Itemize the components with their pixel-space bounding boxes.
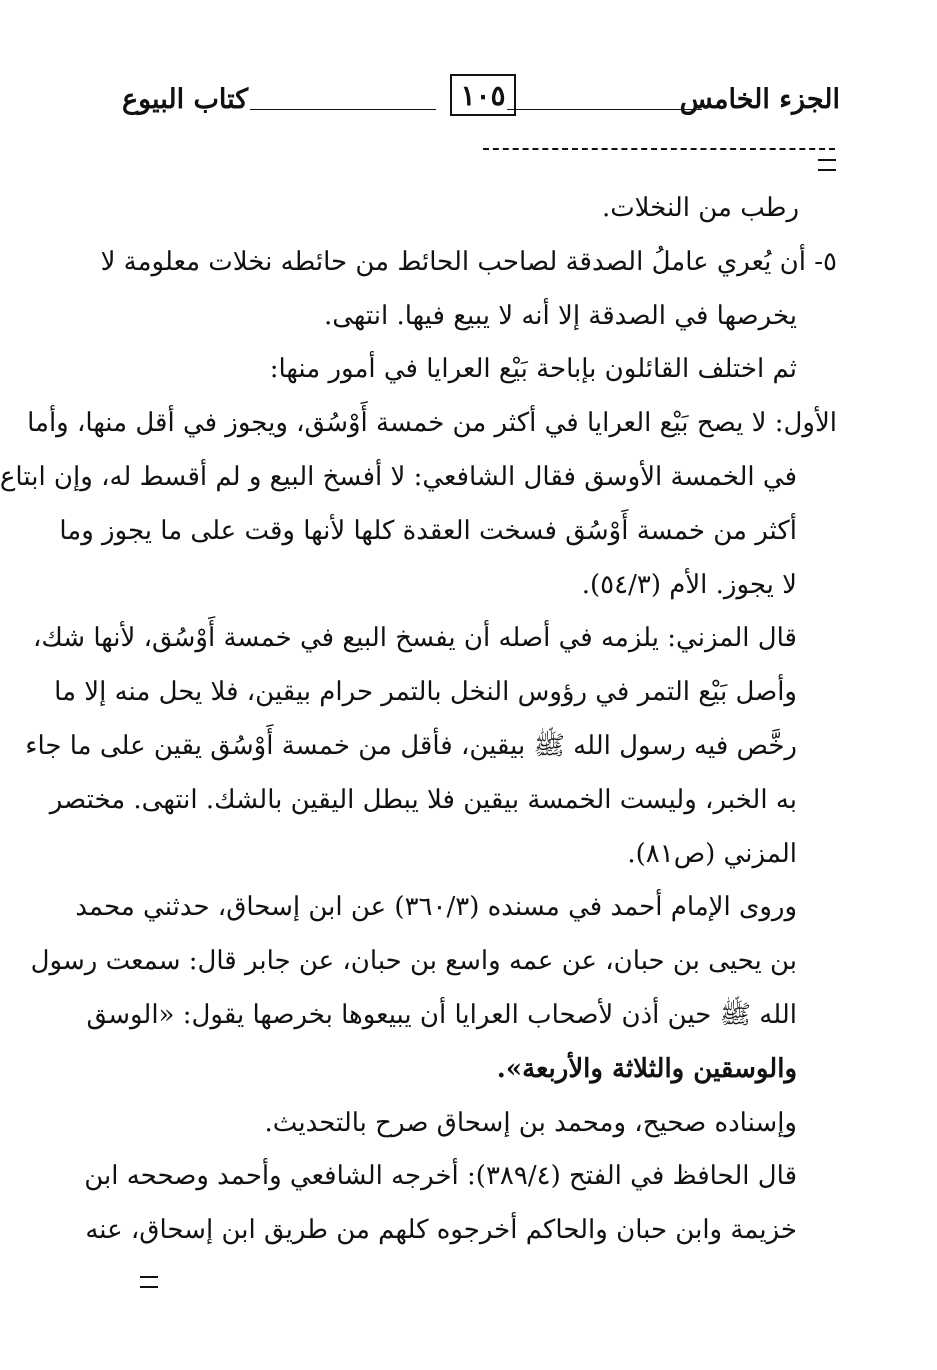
text-line: وأصل بَيْع التمر في رؤوس النخل بالتمر حرام بيقين، فلا يحل منه إلا ما	[54, 677, 797, 708]
text-line: ٥- أن يُعري عاملُ الصدقة لصاحب الحائط من حائطه نخلات معلومة لا	[100, 246, 837, 277]
text-line: يخرصها في الصدقة إلا أنه لا يبيع فيها. انتهى.	[324, 300, 797, 331]
header-rule-left	[250, 109, 436, 110]
page-header	[110, 68, 840, 128]
page-number: ١٠٥	[460, 78, 506, 112]
text-line: والوسقين والثلاثة والأربعة».	[496, 1053, 797, 1084]
volume-title: الجزء الخامس	[679, 84, 840, 115]
text-line: الله ﷺ حين أذن لأصحاب العرايا أن يبيعوها بخرصها يقول: «الوسق	[86, 999, 797, 1030]
text-line: رطب من النخلات.	[601, 193, 799, 223]
text-line: الأول: لا يصح بَيْع العرايا في أكثر من خمسة أَوْسُق، ويجوز في أقل منها، وأما	[27, 408, 837, 439]
header-rule-right	[507, 109, 702, 110]
text-line: لا يجوز. الأم (٥٤/٣).	[581, 569, 797, 600]
continuation-mark-top	[818, 159, 836, 171]
continuation-mark-bottom	[140, 1276, 158, 1288]
text-line: قال الحافظ في الفتح (٣٨٩/٤): أخرجه الشافعي وأحمد وصححه ابن	[84, 1161, 797, 1192]
text-line: بن يحيى بن حبان، عن عمه واسع بن حبان، عن جابر قال: سمعت رسول	[30, 946, 797, 977]
footnote-continuation-rule	[483, 148, 835, 150]
page-number-box	[450, 74, 516, 116]
book-title: كتاب البيوع	[122, 84, 249, 115]
text-line: ثم اختلف القائلون بإباحة بَيْع العرايا في أمور منها:	[269, 354, 797, 385]
text-line: قال المزني: يلزمه في أصله أن يفسخ البيع في خمسة أَوْسُق، لأنها شك،	[32, 623, 797, 654]
text-line: وإسناده صحيح، ومحمد بن إسحاق صرح بالتحديث.	[264, 1107, 797, 1138]
text-line: في الخمسة الأوسق فقال الشافعي: لا أفسخ البيع و لم أقسط له، وإن ابتاع	[0, 461, 797, 492]
text-line: خزيمة وابن حبان والحاكم أخرجوه كلهم من طريق ابن إسحاق، عنه	[85, 1215, 797, 1246]
text-line: أكثر من خمسة أَوْسُق فسخت العقدة كلها لأنها وقت على ما يجوز وما	[59, 515, 797, 546]
text-line: رخَّص فيه رسول الله ﷺ بيقين، فأقل من خمسة أَوْسُق يقين على ما جاء	[25, 730, 797, 761]
text-line: به الخبر، وليست الخمسة بيقين فلا يبطل اليقين بالشك. انتهى. مختصر	[49, 784, 797, 815]
text-line: المزني (ص٨١).	[627, 838, 797, 869]
text-line: وروى الإمام أحمد في مسنده (٣٦٠/٣) عن ابن إسحاق، حدثني محمد	[75, 892, 797, 923]
main-text	[0, 182, 937, 1258]
